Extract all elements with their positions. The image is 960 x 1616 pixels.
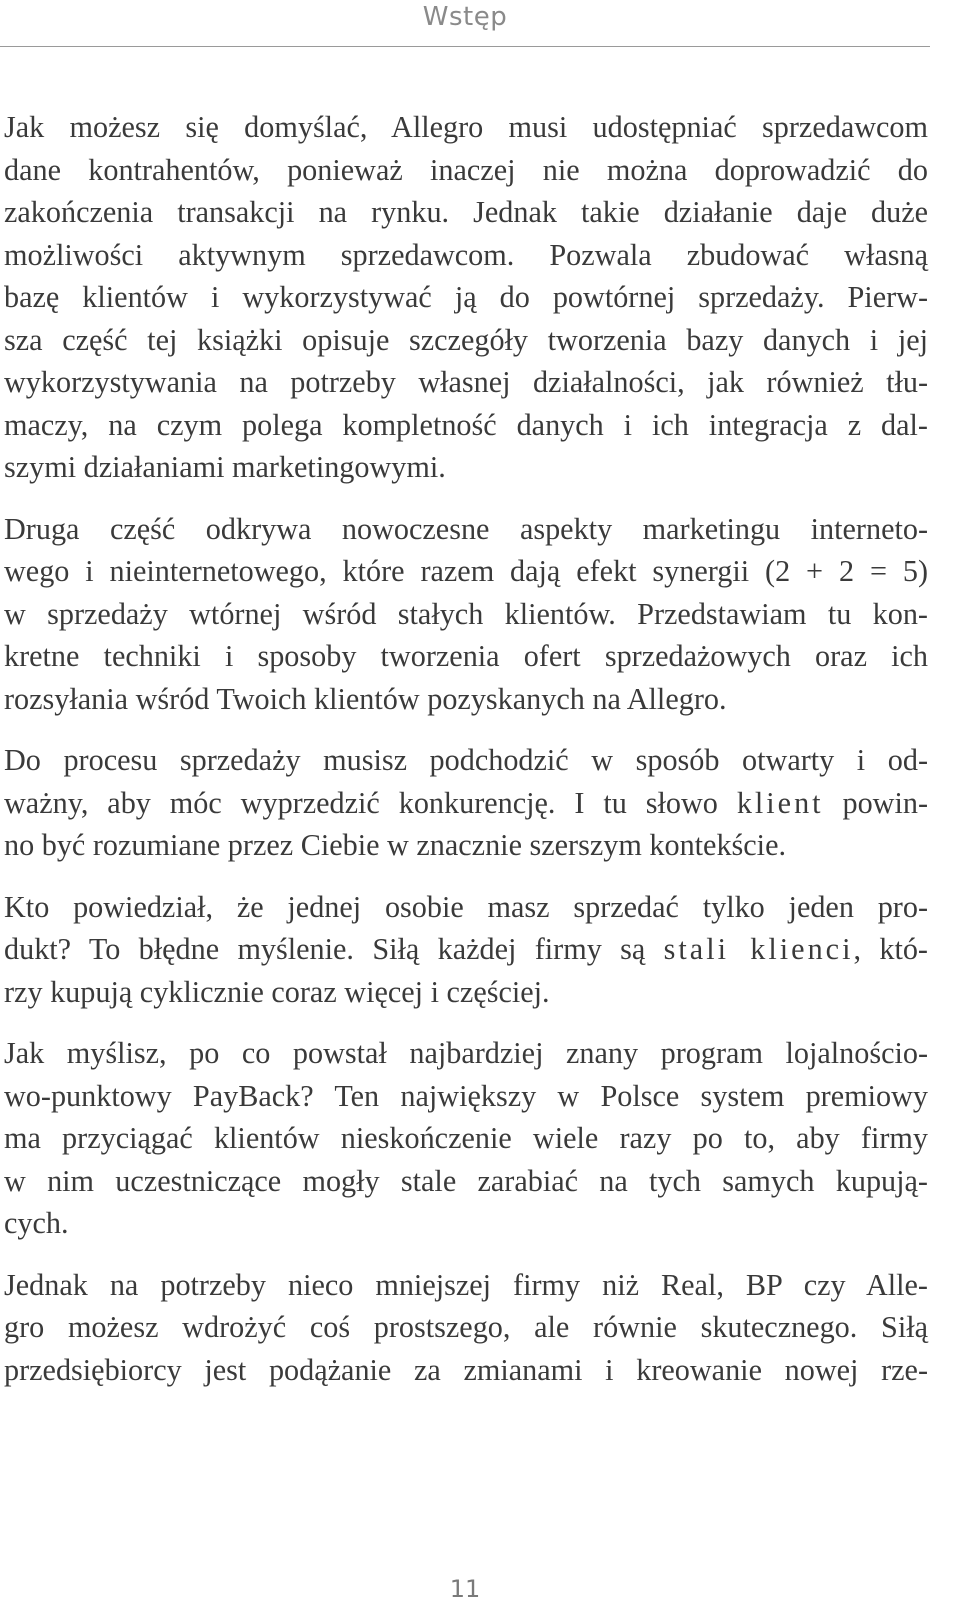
paragraph-2 xyxy=(4,508,928,721)
text-line-mixed xyxy=(4,928,928,971)
header-divider xyxy=(0,46,930,47)
text-line: dane kontrahentów, ponieważ inaczej nie można doprowadzić do xyxy=(4,152,928,187)
emphasis-phrase: stali klienci xyxy=(663,932,854,966)
text-line: Do procesu sprzedaży musisz podchodzić w sposób otwarty i od- xyxy=(4,743,928,777)
text-line: no być rozumiane przez Ciebie w znacznie szerszym kontekście. xyxy=(4,828,787,862)
text-line: w nim uczestniczące mogły stale zarabiać na tych samych kupują- xyxy=(4,1163,928,1198)
paragraph-5 xyxy=(4,1032,928,1245)
text-segment: powin- xyxy=(842,785,929,820)
text-segment: , któ- xyxy=(853,932,928,966)
paragraph-3 xyxy=(4,739,928,867)
text-segment: ważny, aby móc wyprzedzić konkurencję. I tu słowo xyxy=(4,785,718,820)
text-line: ma przyciągać klientów nieskończenie wiele razy po to, aby firmy xyxy=(4,1121,928,1155)
text-line: Jak możesz się domyślać, Allegro musi udostępniać sprzedawcom xyxy=(4,110,928,144)
text-line: bazę klientów i wykorzystywać ją do powtórnej sprzedaży. Pierw- xyxy=(4,280,928,314)
text-line: zakończenia transakcji na rynku. Jednak takie działanie daje duże xyxy=(4,195,928,229)
paragraph-4 xyxy=(4,886,928,1014)
text-line: Kto powiedział, że jednej osobie masz sprzedać tylko jeden pro- xyxy=(4,889,928,924)
text-line: możliwości aktywnym sprzedawcom. Pozwala zbudować własną xyxy=(4,237,928,272)
text-line: sza część tej książki opisuje szczegóły tworzenia bazy danych i jej xyxy=(4,322,928,357)
text-line: szymi działaniami marketingowymi. xyxy=(4,450,446,484)
chapter-title: Wstęp xyxy=(422,2,508,32)
text-line: wo-punktowy PayBack? Ten największy w Polsce system premiowy xyxy=(4,1078,928,1113)
paragraph-6 xyxy=(4,1264,928,1392)
text-line-mixed xyxy=(4,782,928,825)
text-line: rozsyłania wśród Twoich klientów pozyskanych na Allegro. xyxy=(4,681,727,716)
text-line: wego i nieinternetowego, które razem dają efekt synergii (2 + 2 = 5) xyxy=(4,554,928,588)
text-line: w sprzedaży wtórnej wśród stałych klientów. Przedstawiam tu kon- xyxy=(4,596,928,631)
text-line: Jednak na potrzeby nieco mniejszej firmy niż Real, BP czy Alle- xyxy=(4,1267,928,1302)
text-line: maczy, na czym polega kompletność danych i ich integracja z dal- xyxy=(4,407,928,442)
emphasis-word: klient xyxy=(736,785,824,820)
text-line: kretne techniki i sposoby tworzenia ofert sprzedażowych oraz ich xyxy=(4,639,928,673)
text-segment: dukt? To błędne myślenie. Siłą każdej firmy są xyxy=(4,932,646,966)
text-line: Druga część odkrywa nowoczesne aspekty marketingu interneto- xyxy=(4,511,928,546)
running-header xyxy=(0,0,960,48)
text-line: rzy kupują cyklicznie coraz więcej i częściej. xyxy=(4,974,550,1009)
text-line: przedsiębiorcy jest podążanie za zmianami i kreowanie nowej rze- xyxy=(4,1352,928,1387)
text-line: gro możesz wdrożyć coś prostszego, ale równie skutecznego. Siłą xyxy=(4,1310,928,1344)
text-line: cych. xyxy=(4,1206,69,1240)
paragraph-1 xyxy=(4,106,928,489)
body-text xyxy=(4,106,928,1410)
text-line: Jak myślisz, po co powstał najbardziej znany program lojalnościo- xyxy=(4,1036,928,1070)
page-number: 11 xyxy=(449,1575,481,1603)
text-line: wykorzystywania na potrzeby własnej działalności, jak również tłu- xyxy=(4,365,928,399)
